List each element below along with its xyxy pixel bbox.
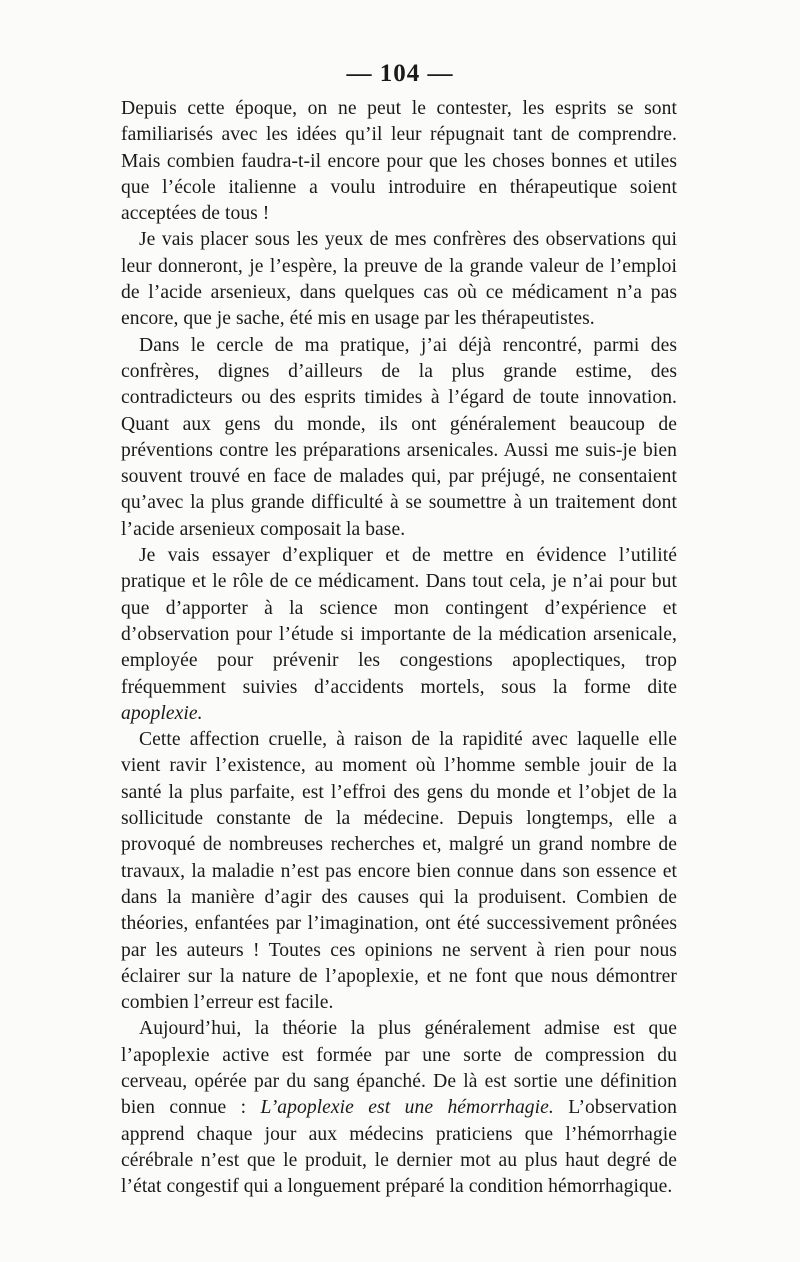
italic-text: L’apoplexie est une hémorrhagie. — [260, 1097, 554, 1119]
italic-text: apoplexie. — [121, 702, 203, 724]
paragraph-5 — [121, 727, 677, 1016]
paragraph-6 — [121, 1016, 677, 1200]
paragraph-2 — [121, 227, 677, 332]
paragraph-3 — [121, 333, 677, 543]
paragraph-text: Dans le cercle de ma pratique, j’ai déjà rencontré, parmi des confrères, dignes d’ailleurs de la plus grande estime, des contradicteurs ou des esprits timides à l’égard de toute innovation. Quant aux gens du monde, ils ont généralement beaucoup de préventions contre les préparations arsenicales. Aussi me suis-je bien souvent trouvé en face de malades qui, par préjugé, ne consentaient qu’avec la plus grande difficulté à se soumettre à un traitement dont l’acide arsenieux composait la base. — [121, 334, 677, 540]
paragraph-4 — [121, 543, 677, 727]
paragraph-text: L’observation apprend chaque jour aux médecins praticiens que l’hémorrhagie cérébrale n’est que le produit, le dernier mot au plus haut degré de l’état congestif qui a longuement préparé la condition hémorrhagique. — [121, 1097, 677, 1198]
paragraph-text: Depuis cette époque, on ne peut le contester, les esprits se sont familiarisés avec les idées qu’il leur répugnait tant de comprendre. Mais combien faudra-t-il encore pour que les choses bonnes et utiles que l’école italienne a voulu introduire en thérapeutique soient acceptées de tous ! — [121, 98, 677, 225]
paragraph-1 — [121, 96, 677, 227]
paragraph-text: Aujourd’hui, la théorie la plus généralement admise est que l’apoplexie active est formée par une sorte de compression du cerveau, opérée par du sang épanché. De là est sortie une définition bien connue : — [121, 1018, 677, 1119]
page-number: — 104 — — [346, 60, 454, 87]
paragraph-text: Je vais placer sous les yeux de mes confrères des observations qui leur donneront, je l’espère, la preuve de la grande valeur de l’emploi de l’acide arsenieux, dans quelques cas où ce médicament n’a pas encore, que je sache, été mis en usage par les thérapeutistes. — [121, 229, 677, 330]
paragraph-text: Je vais essayer d’expliquer et de mettre en évidence l’utilité pratique et le rôle de ce médicament. Dans tout cela, je n’ai pour but que d’apporter à la science mon contingent d’expérience et d’observation pour l’étude si importante de la médication arsenicale, employée pour prévenir les congestions apoplectiques, trop fréquemment suivies d’accidents mortels, sous la forme dite — [121, 545, 677, 698]
paragraph-text: Cette affection cruelle, à raison de la rapidité avec laquelle elle vient ravir l’existence, au moment où l’homme semble jouir de la santé la plus parfaite, est l’effroi des gens du monde et l’objet de la sollicitude constante de la médecine. Depuis longtemps, elle a provoqué de nombreuses recherches et, malgré un grand nombre de travaux, la maladie n’est pas encore bien connue dans son essence et dans la manière d’agir des causes qui la produisent. Combien de théories, enfantées par l’imagination, ont été successivement prônées par les auteurs ! Toutes ces opinions ne servent à rien pour nous éclairer sur la nature de l’apoplexie, et ne font que nous démontrer combien l’erreur est facile. — [121, 729, 677, 1014]
body-text — [121, 96, 677, 1200]
